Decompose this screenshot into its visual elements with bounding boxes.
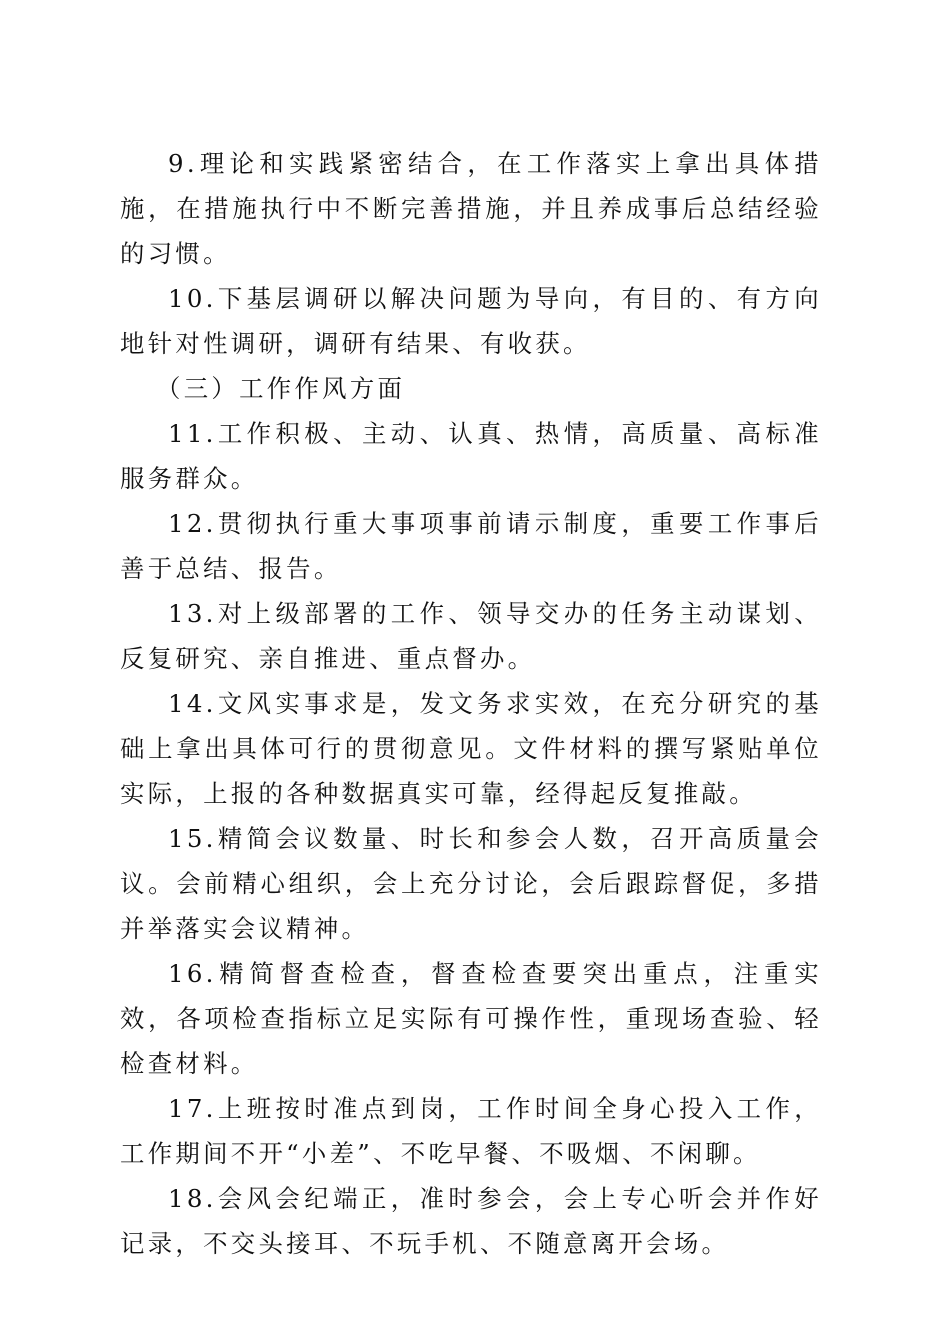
paragraph-13: 13.对上级部署的工作、领导交办的任务主动谋划、反复研究、亲自推进、重点督办。 [120,599,822,673]
paragraph-12: 12.贯彻执行重大事项事前请示制度，重要工作事后善于总结、报告。 [120,509,822,583]
paragraph-18: 18.会风会纪端正，准时参会，会上专心听会并作好记录，不交头接耳、不玩手机、不随意离开会场。 [120,1184,822,1258]
paragraph-15: 15.精简会议数量、时长和参会人数，召开高质量会议。会前精心组织，会上充分讨论，会后跟踪督促，多措并举落实会议精神。 [120,824,822,943]
paragraph-9: 9.理论和实践紧密结合，在工作落实上拿出具体措施，在措施执行中不断完善措施，并且养成事后总结经验的习惯。 [120,149,822,268]
paragraph-11: 11.工作积极、主动、认真、热情，高质量、高标准服务群众。 [120,419,822,493]
paragraph-16: 16.精简督查检查，督查检查要突出重点，注重实效，各项检查指标立足实际有可操作性，重现场查验、轻检查材料。 [120,959,822,1078]
paragraph-17: 17.上班按时准点到岗，工作时间全身心投入工作，工作期间不开“小差”、不吃早餐、不吸烟、不闲聊。 [120,1094,822,1168]
document-page [120,141,822,1266]
paragraph-14: 14.文风实事求是，发文务求实效，在充分研究的基础上拿出具体可行的贯彻意见。文件材料的撰写紧贴单位实际，上报的各种数据真实可靠，经得起反复推敲。 [120,689,822,808]
section-heading-work-style: （三）工作作风方面 [156,374,406,403]
paragraph-10: 10.下基层调研以解决问题为导向，有目的、有方向地针对性调研，调研有结果、有收获。 [120,284,822,358]
